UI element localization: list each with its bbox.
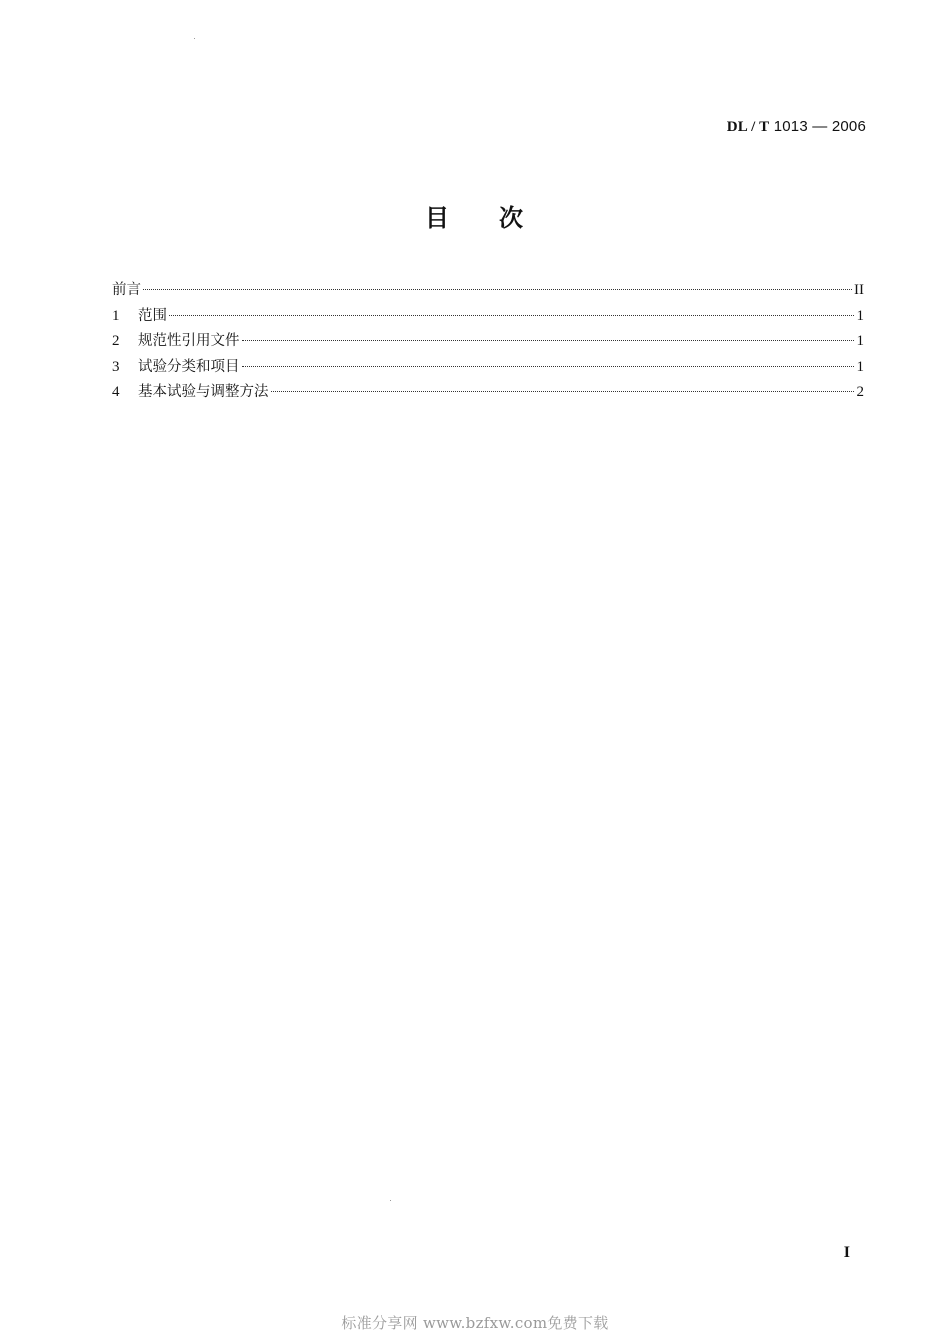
toc-leader-dots [271, 391, 855, 392]
toc-entry-page: 1 [856, 358, 864, 375]
toc-entry-number: 1 [112, 307, 120, 324]
toc-entry-page: 2 [856, 384, 864, 400]
toc-entry-label: 规范性引用文件 [138, 333, 240, 349]
table-of-contents [112, 278, 864, 406]
toc-entry-number: 2 [112, 333, 120, 349]
scan-speck [194, 38, 195, 39]
scan-speck [390, 1200, 391, 1201]
toc-leader-dots [143, 289, 852, 290]
toc-entry-page: II [854, 282, 864, 298]
toc-entry-test-classification[interactable] [112, 355, 864, 381]
toc-entry-label: 前言 [112, 282, 141, 298]
toc-entry-scope[interactable] [112, 304, 864, 330]
toc-entry-basic-tests[interactable] [112, 380, 864, 406]
toc-heading [0, 198, 950, 233]
standard-prefix: DL / T [726, 119, 770, 135]
toc-entry-page: 1 [856, 333, 864, 349]
toc-entry-label: 试验分类和项目 [138, 358, 240, 375]
toc-leader-dots [242, 340, 855, 341]
toc-entry-number: 4 [112, 384, 120, 400]
standard-code [727, 118, 866, 136]
toc-heading-char-2: 次 [499, 204, 525, 232]
page-number: I [843, 1244, 850, 1261]
toc-leader-dots [169, 315, 854, 316]
toc-entry-label: 范围 [138, 307, 167, 324]
toc-entry-normative-references[interactable] [112, 329, 864, 355]
standard-number: 1013 — 2006 [773, 118, 866, 135]
toc-heading-char-1: 目 [425, 204, 451, 232]
toc-entry-number: 3 [112, 358, 120, 375]
watermark-text: 标准分享网 www.bzfxw.com免费下载 [341, 1314, 609, 1332]
toc-entry-foreword[interactable] [112, 278, 864, 304]
toc-leader-dots [242, 366, 855, 367]
toc-entry-page: 1 [856, 307, 864, 324]
toc-entry-label: 基本试验与调整方法 [138, 384, 269, 400]
